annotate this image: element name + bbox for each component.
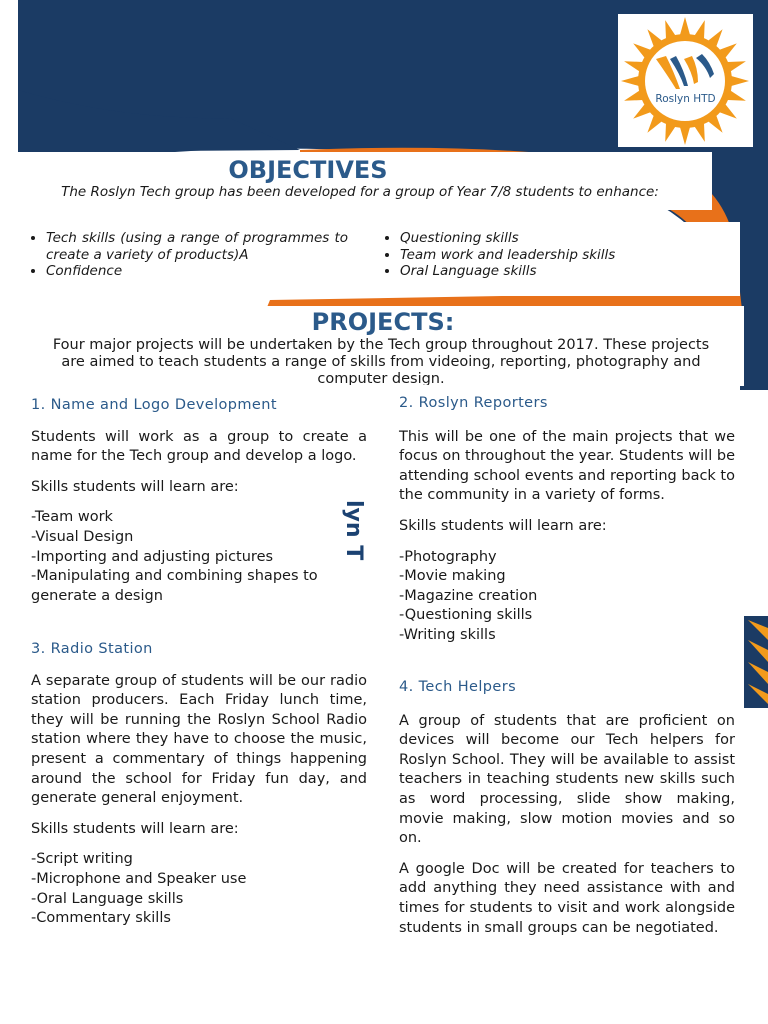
list-item: -Script writing: [31, 851, 133, 868]
list-item: • Oral Language skills: [400, 263, 720, 280]
list-item: -Importing and adjusting pictures: [31, 548, 274, 565]
list-item: -Writing skills: [399, 626, 496, 643]
section-heading: 1. Name and Logo Development: [31, 397, 277, 413]
list-item: -Photography: [399, 548, 497, 565]
section-name-logo: [31, 396, 367, 606]
projects-title: PROJECTS:: [311, 308, 455, 336]
section-paragraph: This will be one of the main projects that we focus on throughout the year. Students will be attending school events and reporting back to the community in a variety of forms.: [399, 428, 735, 504]
section-heading: 3. Radio Station: [31, 641, 153, 657]
section-paragraph: A separate group of students will be our radio station producers. Each Friday lunch time, they will be running the Roslyn School Radio station where they have to choose the music, present a commentary of things happening around the school for Friday fun day, and generate general enjoyment.: [31, 672, 367, 807]
section-paragraph: Students will work as a group to create a name for the Tech group and develop a logo.: [31, 428, 367, 465]
side-vertical-text: lyn T: [341, 500, 366, 561]
projects-intro: [18, 337, 744, 385]
logo-text: Roslyn HTD: [655, 93, 716, 105]
list-item: -Magazine creation: [399, 587, 538, 604]
list-item: -Manipulating and combining shapes to generate a design: [31, 568, 318, 604]
projects-intro-line: Four major projects will be undertaken by the Tech group throughout 2017. These projects: [52, 337, 710, 353]
section-tech-helpers: [399, 678, 735, 938]
section-paragraph: Skills students will learn are:: [399, 517, 607, 534]
projects-intro-line: are aimed to teach students a range of skills from videoing, reporting, photography and: [61, 354, 701, 370]
section-paragraph: Skills students will learn are:: [31, 478, 239, 495]
list-item: • Team work and leadership skills: [400, 247, 720, 264]
objectives-title: OBJECTIVES: [228, 156, 388, 184]
logo-box: [618, 14, 753, 147]
list-item: -Oral Language skills: [31, 890, 184, 907]
projects-intro-line: computer design.: [317, 371, 445, 385]
section-roslyn-reporters: [399, 394, 735, 646]
list-item: -Team work: [31, 509, 113, 526]
skills-list: [31, 508, 367, 606]
list-item: -Microphone and Speaker use: [31, 870, 247, 887]
list-item: -Questioning skills: [399, 607, 533, 624]
section-radio-station: [31, 640, 367, 929]
section-heading: 4. Tech Helpers: [399, 679, 517, 695]
side-sun-icon: [744, 616, 768, 708]
logo-sun-icon: [618, 14, 753, 147]
section-paragraph: A google Doc will be created for teachers to add anything they need assistance with and times for students to visit and work alongside students in small groups can be negotiated.: [399, 860, 735, 936]
list-item: -Movie making: [399, 568, 506, 585]
list-item: -Commentary skills: [31, 910, 171, 927]
section-heading: 2. Roslyn Reporters: [399, 395, 548, 411]
objectives-right-list: [354, 230, 720, 280]
section-paragraph: A group of students that are proficient on devices will become our Tech helpers for Roslyn School. They will be available to assist teachers in teaching students new skills such as word processing, slide show making, movie making, slow motion movies and so on.: [399, 712, 735, 847]
skills-list: [31, 850, 367, 928]
list-item: • Confidence: [46, 263, 348, 280]
objectives-intro: The Roslyn Tech group has been developed for a group of Year 7/8 students to enhance:: [61, 184, 659, 200]
objectives-left-list: [0, 230, 348, 280]
list-item: -Visual Design: [31, 528, 134, 545]
skills-list: [399, 548, 735, 646]
list-item: • Questioning skills: [400, 230, 720, 247]
list-item: • Tech skills (using a range of programmes to create a variety of products)A: [46, 230, 348, 263]
section-paragraph: Skills students will learn are:: [31, 820, 239, 837]
